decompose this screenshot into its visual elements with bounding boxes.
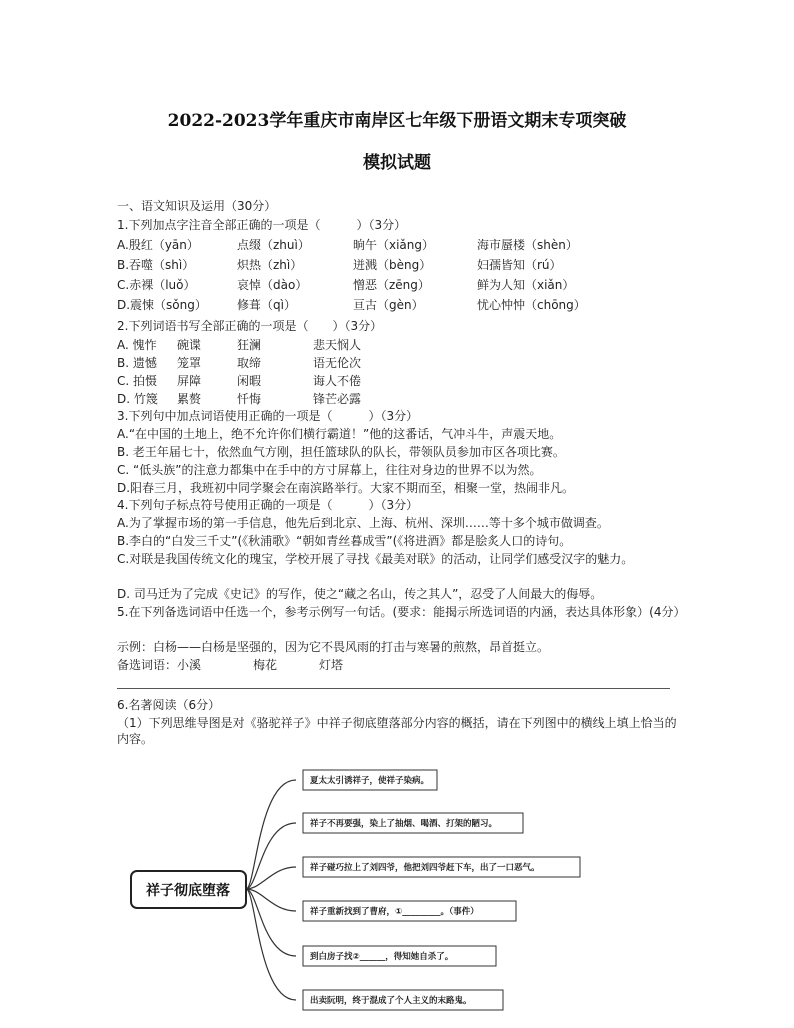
q2-cell: 笼罩 bbox=[177, 356, 202, 370]
q4-option-d: D. 司马迁为了完成《史记》的写作，使之“藏之名山，传之其人”，忍受了人间最大的侮辱。 bbox=[117, 587, 603, 601]
document-title-line1: 2022-2023学年重庆市南岸区七年级下册语文期末专项突破 bbox=[167, 111, 627, 131]
q2-cell: 忏悔 bbox=[237, 392, 262, 406]
q5-choice: 灯塔 bbox=[319, 658, 344, 672]
mindmap-branch-text: 夏太太引诱祥子，使祥子染病。 bbox=[310, 776, 430, 786]
q5-stem: 5.在下列备选词语中任选一个，参考示例写一句话。(要求：能揭示所选词语的内涵，表达具体形象）(4分） bbox=[117, 605, 686, 619]
q2-cell: 累赘 bbox=[177, 392, 202, 406]
mindmap-root-label: 祥子彻底堕落 bbox=[146, 883, 230, 899]
q1-cell: 妇孺皆知（rú） bbox=[477, 258, 562, 272]
q6-sub1: （1）下列思维导图是对《骆驼祥子》中祥子彻底堕落部分内容的概括，请在下列图中的横线上填上恰当的内容。 bbox=[117, 716, 677, 746]
q1-cell: 海市蜃楼（shèn） bbox=[477, 238, 578, 252]
q2-stem: 2.下列词语书写全部正确的一项是（ ）（3分） bbox=[117, 319, 383, 333]
document-title-line2: 模拟试题 bbox=[363, 153, 431, 173]
q3-stem: 3.下列句中加点词语使用正确的一项是（ ）（3分） bbox=[117, 409, 419, 423]
mindmap-branch-text: 祥子不再要强，染上了抽烟、喝酒、打架的陋习。 bbox=[310, 819, 498, 829]
q2-cell: 屏障 bbox=[177, 374, 202, 388]
q2-cell: 悲天悯人 bbox=[313, 338, 362, 352]
q2-cell: 闲暇 bbox=[237, 374, 262, 388]
mindmap-branch-text: 祥子重新找到了曹府，①_________。（事件） bbox=[310, 907, 479, 917]
q2-cell: B. 遗憾 bbox=[117, 356, 157, 370]
mindmap-branch-2 bbox=[303, 813, 523, 833]
q5-choice: 梅花 bbox=[253, 658, 278, 672]
q1-cell: 憎恶（zēng） bbox=[353, 278, 430, 292]
q2-cell: 狂澜 bbox=[237, 338, 262, 352]
mindmap-branch-6 bbox=[303, 990, 503, 1010]
q1-cell: 鲜为人知（xiǎn） bbox=[477, 278, 575, 292]
mindmap-connectors bbox=[246, 780, 296, 1000]
q2-cell: 取缔 bbox=[237, 356, 262, 370]
q1-cell: 炽热（zhì） bbox=[237, 258, 303, 272]
mindmap-branch-1 bbox=[303, 770, 437, 790]
q4-option-c: C.对联是我国传统文化的瑰宝，学校开展了寻找《最美对联》的活动，让同学们感受汉字的魅力。 bbox=[117, 552, 634, 566]
q2-cell: D. 竹篾 bbox=[117, 392, 158, 406]
section1-heading: 一、语文知识及运用（30分） bbox=[117, 199, 277, 213]
q5-choice: 小溪 bbox=[177, 658, 202, 672]
q6-stem: 6.名著阅读（6分） bbox=[117, 698, 221, 712]
q4-stem: 4.下列句子标点符号使用正确的一项是（ ）（3分） bbox=[117, 498, 419, 512]
q1-cell: 忧心忡忡（chōng） bbox=[477, 298, 586, 312]
q2-cell: 诲人不倦 bbox=[313, 374, 362, 388]
q1-cell: 晌午（xiǎng） bbox=[353, 238, 435, 252]
q2-cell: A. 愧怍 bbox=[117, 338, 157, 352]
q1-cell: 迸溅（bèng） bbox=[353, 258, 432, 272]
q3-option-c: C. “低头族”的注意力都集中在手中的方寸屏幕上，往往对身边的世界不以为然。 bbox=[117, 463, 542, 477]
mindmap-root-node bbox=[131, 871, 246, 908]
mindmap-branch-text: 祥子碰巧拉上了刘四爷，他把刘四爷赶下车，出了一口恶气。 bbox=[310, 863, 540, 873]
q1-cell: A.殷红（yān） bbox=[117, 238, 199, 252]
q2-cell: 碗谍 bbox=[177, 338, 202, 352]
mindmap-branch-5 bbox=[303, 946, 496, 966]
q3-option-b: B. 老王年届七十，依然血气方刚，担任篮球队的队长，带领队员参加市区各项比赛。 bbox=[117, 445, 565, 459]
mindmap-branch-text: 到白房子找②______，得知她自杀了。 bbox=[310, 952, 454, 962]
mindmap-branch-text: 出卖阮明，终于混成了个人主义的末路鬼。 bbox=[310, 996, 472, 1006]
mindmap-branch-4 bbox=[303, 901, 516, 921]
q5-example: 示例：白杨——白杨是坚强的，因为它不畏风雨的打击与寒暑的煎熬，昂首挺立。 bbox=[117, 640, 550, 654]
q5-choices-label: 备选词语： bbox=[117, 658, 178, 672]
q1-cell: 亘古（gèn） bbox=[353, 298, 424, 312]
q4-option-b: B.李白的“白发三千丈”(《秋浦歌》“朝如青丝暮成雪”(《将进酒》都是脍炙人口的诗句。 bbox=[117, 534, 572, 548]
q1-stem: 1.下列加点字注音全部正确的一项是（ ）（3分） bbox=[117, 218, 407, 232]
q1-cell: C.赤裸（luǒ） bbox=[117, 278, 196, 292]
q1-cell: 点缀（zhuì） bbox=[237, 238, 310, 252]
q2-cell: 语无伦次 bbox=[313, 356, 362, 370]
q1-cell: B.吞噬（shì） bbox=[117, 258, 195, 272]
q1-cell: D.震悚（sǒng） bbox=[117, 298, 207, 312]
mindmap-branch-3 bbox=[303, 857, 580, 877]
q3-option-a: A.“在中国的土地上，绝不允许你们横行霸道！”他的这番话，气冲斗牛，声震天地。 bbox=[117, 427, 562, 441]
q1-cell: 修葺（qì） bbox=[237, 298, 296, 312]
q4-option-a: A.为了掌握市场的第一手信息，他先后到北京、上海、杭州、深圳……等十多个城市做调查。 bbox=[117, 516, 609, 530]
q3-option-d: D.阳春三月，我班初中同学聚会在南滨路举行。大家不期而至，相聚一堂，热闹非凡。 bbox=[117, 481, 575, 495]
q2-cell: 锋芒必露 bbox=[313, 392, 362, 406]
q2-cell: C. 拍慑 bbox=[117, 374, 158, 388]
q1-cell: 哀悼（dào） bbox=[237, 278, 308, 292]
